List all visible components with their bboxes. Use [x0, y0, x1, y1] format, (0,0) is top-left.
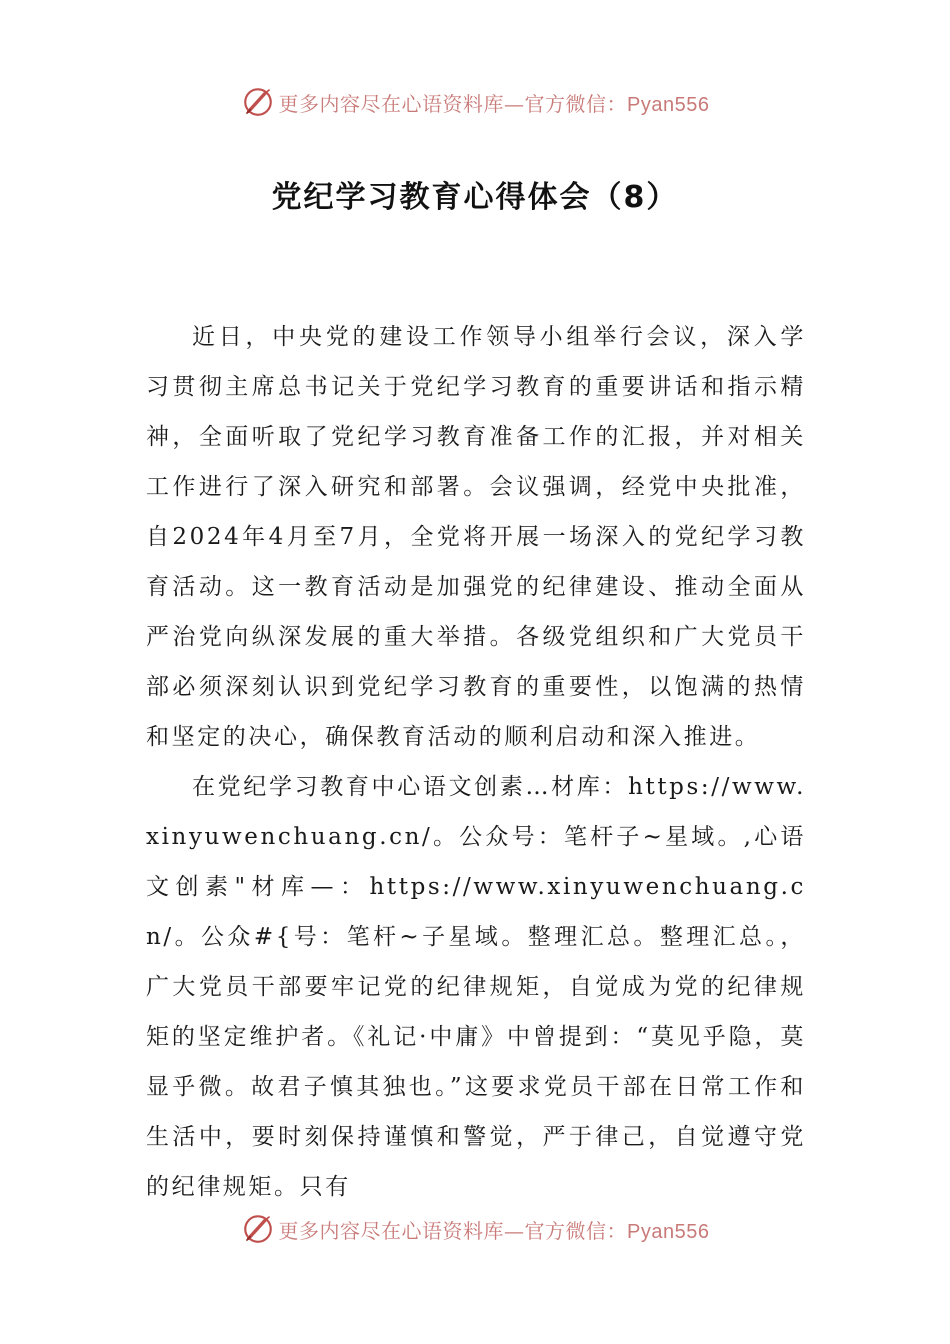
paragraph: 近日，中央党的建设工作领导小组举行会议，深入学习贯彻主席总书记关于党纪学习教育的重要讲话和指示精神，全面听取了党纪学习教育准备工作的汇报，并对相关工作进行了深入研究和部署。会议强调，经党中央批准，自2024年4月至7月，全党将开展一场深入的党纪学习教育活动。这一教育活动是加强党的纪律建设、推动全面从严治党向纵深发展的重大举措。各级党组织和广大党员干部必须深刻认识到党纪学习教育的重要性，以饱满的热情和坚定的决心，确保教育活动的顺利启动和深入推进。 [146, 324, 806, 750]
banner-handle: Pyan556 [627, 1220, 710, 1243]
banner-handle: Pyan556 [627, 93, 710, 116]
header-watermark-banner [0, 82, 950, 122]
footer-watermark-banner [0, 1209, 950, 1249]
paragraph: 在党纪学习教育中心语文创素…材库：https://www.xinyuwenchuang.cn/。公众号：笔杆子~星域。,心语文创素"材库—：https://www.xinyuwenchuang.cn/。公众#{号：笔杆~子星域。整理汇总。整理汇总。，广大党员干部要牢记党的纪律规矩，自觉成为党的纪律规矩的坚定维护者。《礼记·中庸》中曾提到：“莫见乎隐，莫显乎微。故君子慎其独也。”这要求党员干部在日常工作和生活中，要时刻保持谨慎和警觉，严于律己，自觉遵守党的纪律规矩。只有 [146, 774, 806, 1200]
banner-text: 更多内容尽在心语资料库—官方微信：Pyan556 [278, 1218, 710, 1243]
pen-logo-icon [241, 1212, 275, 1246]
page-title: 党纪学习教育心得体会（8） [271, 180, 679, 215]
pen-logo-icon [241, 85, 275, 119]
banner-text: 更多内容尽在心语资料库—官方微信：Pyan556 [278, 91, 710, 116]
document-body [146, 312, 806, 1212]
